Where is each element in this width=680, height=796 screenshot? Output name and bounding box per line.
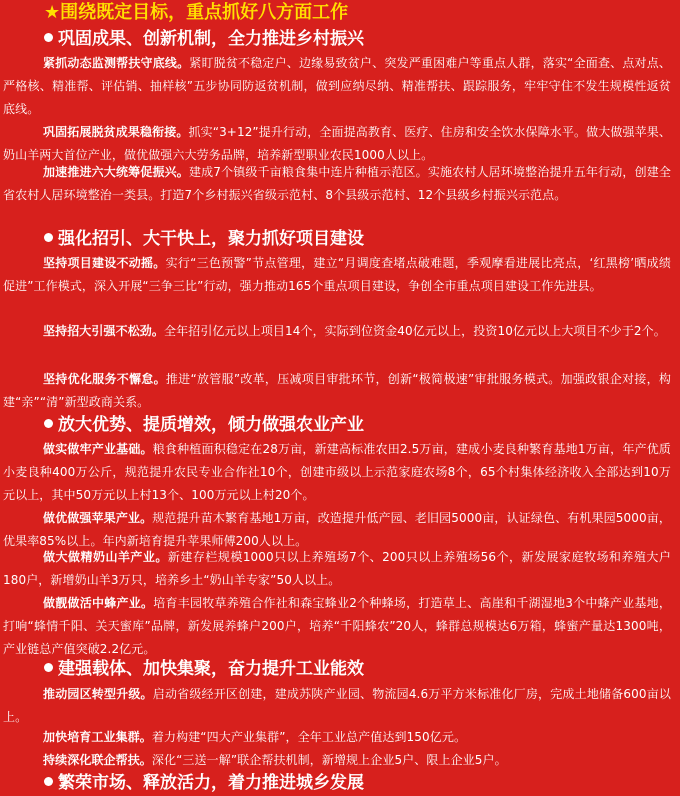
paragraph-body: 实行“三色预警”节点管理，建立“月调度查堵点破难题，季观摩看进展比亮点，‘红黑榜’晒成绩促进”工作模式，深入开展“三争三比”行动，强力推动165个重点项目建设，争创全市重点项目建设工作先进县。 xyxy=(3,256,671,293)
article-title: ★围绕既定目标，重点抓好八方面工作 xyxy=(44,2,349,23)
paragraph-lead: 紧抓动态监测帮扶守底线。 xyxy=(43,56,190,70)
paragraph-body: 抓实“3+12”提升行动，全面提高教育、医疗、住房和安全饮水保障水平。做大做强苹果、奶山羊两大首位产业，做优做强六大劳务品牌，培养新型职业农民1000人以上。 xyxy=(3,125,671,162)
paragraph-lead: 做优做强苹果产业。 xyxy=(43,511,153,525)
paragraph-lead: 坚持项目建设不动摇。 xyxy=(43,256,166,270)
paragraph-lead: 持续深化联企帮扶。 xyxy=(43,753,152,767)
paragraph-body: 全年招引亿元以上项目14个，实际到位资金40亿元以上，投资10亿元以上大项目不少于2个。 xyxy=(164,324,666,338)
section-heading: 放大优势、提质增效，倾力做强农业产业 xyxy=(44,412,364,438)
bullet-icon xyxy=(44,233,53,242)
paragraph xyxy=(3,546,671,592)
paragraph xyxy=(3,438,671,507)
paragraph-lead: 坚持优化服务不懈怠。 xyxy=(43,372,166,386)
bullet-icon xyxy=(44,33,53,42)
paragraph-body: 新建存栏规模1000只以上养殖场7个、200只以上养殖场56个，新发展家庭牧场和养殖大户180户，新增奶山羊3万只，培养乡土“奶山羊专家”50人以上。 xyxy=(3,550,671,587)
paragraph-lead: 加快培育工业集群。 xyxy=(43,730,152,744)
paragraph-lead: 坚持招大引强不松劲。 xyxy=(43,324,165,338)
paragraph-lead: 推动园区转型升级。 xyxy=(43,687,153,701)
paragraph xyxy=(3,161,671,207)
paragraph-body: 规范提升苗木繁育基地1万亩，改造提升低产园、老旧园5000亩，认证绿色、有机果园5000亩，优果率85%以上。年内新培育提升苹果师傅200人以上。 xyxy=(3,511,671,548)
paragraph-lead: 做靓做活中蜂产业。 xyxy=(43,596,154,610)
paragraph xyxy=(3,726,671,749)
paragraph-lead: 做实做牢产业基础。 xyxy=(43,442,153,456)
paragraph-body: 建成7个镇级千亩粮食集中连片种植示范区。实施农村人居环境整治提升五年行动，创建全省农村人居环境整治一类县。打造7个乡村振兴省级示范村、8个县级示范村、12个县级乡村振兴示范点。 xyxy=(3,165,672,202)
paragraph xyxy=(3,320,671,343)
paragraph-body: 粮食种植面积稳定在28万亩，新建高标准农田2.5万亩，建成小麦良种繁育基地1万亩，年产优质小麦良种400万公斤，规范提升农民专业合作社10个，创建市级以上示范家庭农场8个，65个村集体经济收入全部达到10万元以上，其中50万元以上村13个、100万元以上村20个。 xyxy=(3,442,671,502)
paragraph-lead: 巩固拓展脱贫成果稳衔接。 xyxy=(43,125,189,139)
paragraph-body: 紧盯脱贫不稳定户、边缘易致贫户、突发严重困难户等重点人群，落实“全面查、点对点、严格核、精准帮、评估销、抽样核”五步协同防返贫机制，做到应纳尽纳、精准帮扶、跟踪服务，牢牢守住不发生规模性返贫底线。 xyxy=(3,56,671,116)
paragraph-body: 着力构建“四大产业集群”，全年工业总产值达到150亿元。 xyxy=(151,730,467,744)
paragraph xyxy=(3,592,671,661)
section-heading: 繁荣市场、释放活力，着力推进城乡发展 xyxy=(44,770,364,796)
bullet-icon xyxy=(44,777,53,786)
paragraph xyxy=(3,368,671,414)
paragraph-body: 启动省级经开区创建，建成苏陕产业园、物流园4.6万平方米标准化厂房，完成土地储备600亩以上。 xyxy=(3,687,671,724)
section-heading: 巩固成果、创新机制，全力推进乡村振兴 xyxy=(44,26,364,52)
paragraph xyxy=(3,52,671,121)
paragraph-lead: 做大做精奶山羊产业。 xyxy=(43,550,168,564)
paragraph xyxy=(3,252,671,298)
paragraph-body: 推进“放管服”改革，压减项目审批环节，创新“极简极速”审批服务模式。加强政银企对接，构建“亲”“清”新型政商关系。 xyxy=(3,372,671,409)
bullet-icon xyxy=(44,419,53,428)
section-heading: 建强载体、加快集聚，奋力提升工业能效 xyxy=(44,656,364,682)
paragraph-body: 培育丰园牧草养殖合作社和森宝蜂业2个种蜂场，打造草上、高崖和千湖湿地3个中蜂产业基地，打响“蜂情千阳、关天蜜库”品牌，新发展养蜂户200户，培养“千阳蜂农”20人，蜂群总规模达6万箱，蜂蜜产量达1300吨，产业链总产值突破2.2亿元。 xyxy=(3,596,671,656)
section-heading: 强化招引、大干快上，聚力抓好项目建设 xyxy=(44,226,364,252)
paragraph-lead: 加速推进六大统筹促振兴。 xyxy=(43,165,189,179)
paragraph xyxy=(3,749,671,772)
bullet-icon xyxy=(44,663,53,672)
paragraph-body: 深化“三送一解”联企帮扶机制，新增规上企业5户、限上企业5户。 xyxy=(151,753,507,767)
paragraph xyxy=(3,683,671,729)
